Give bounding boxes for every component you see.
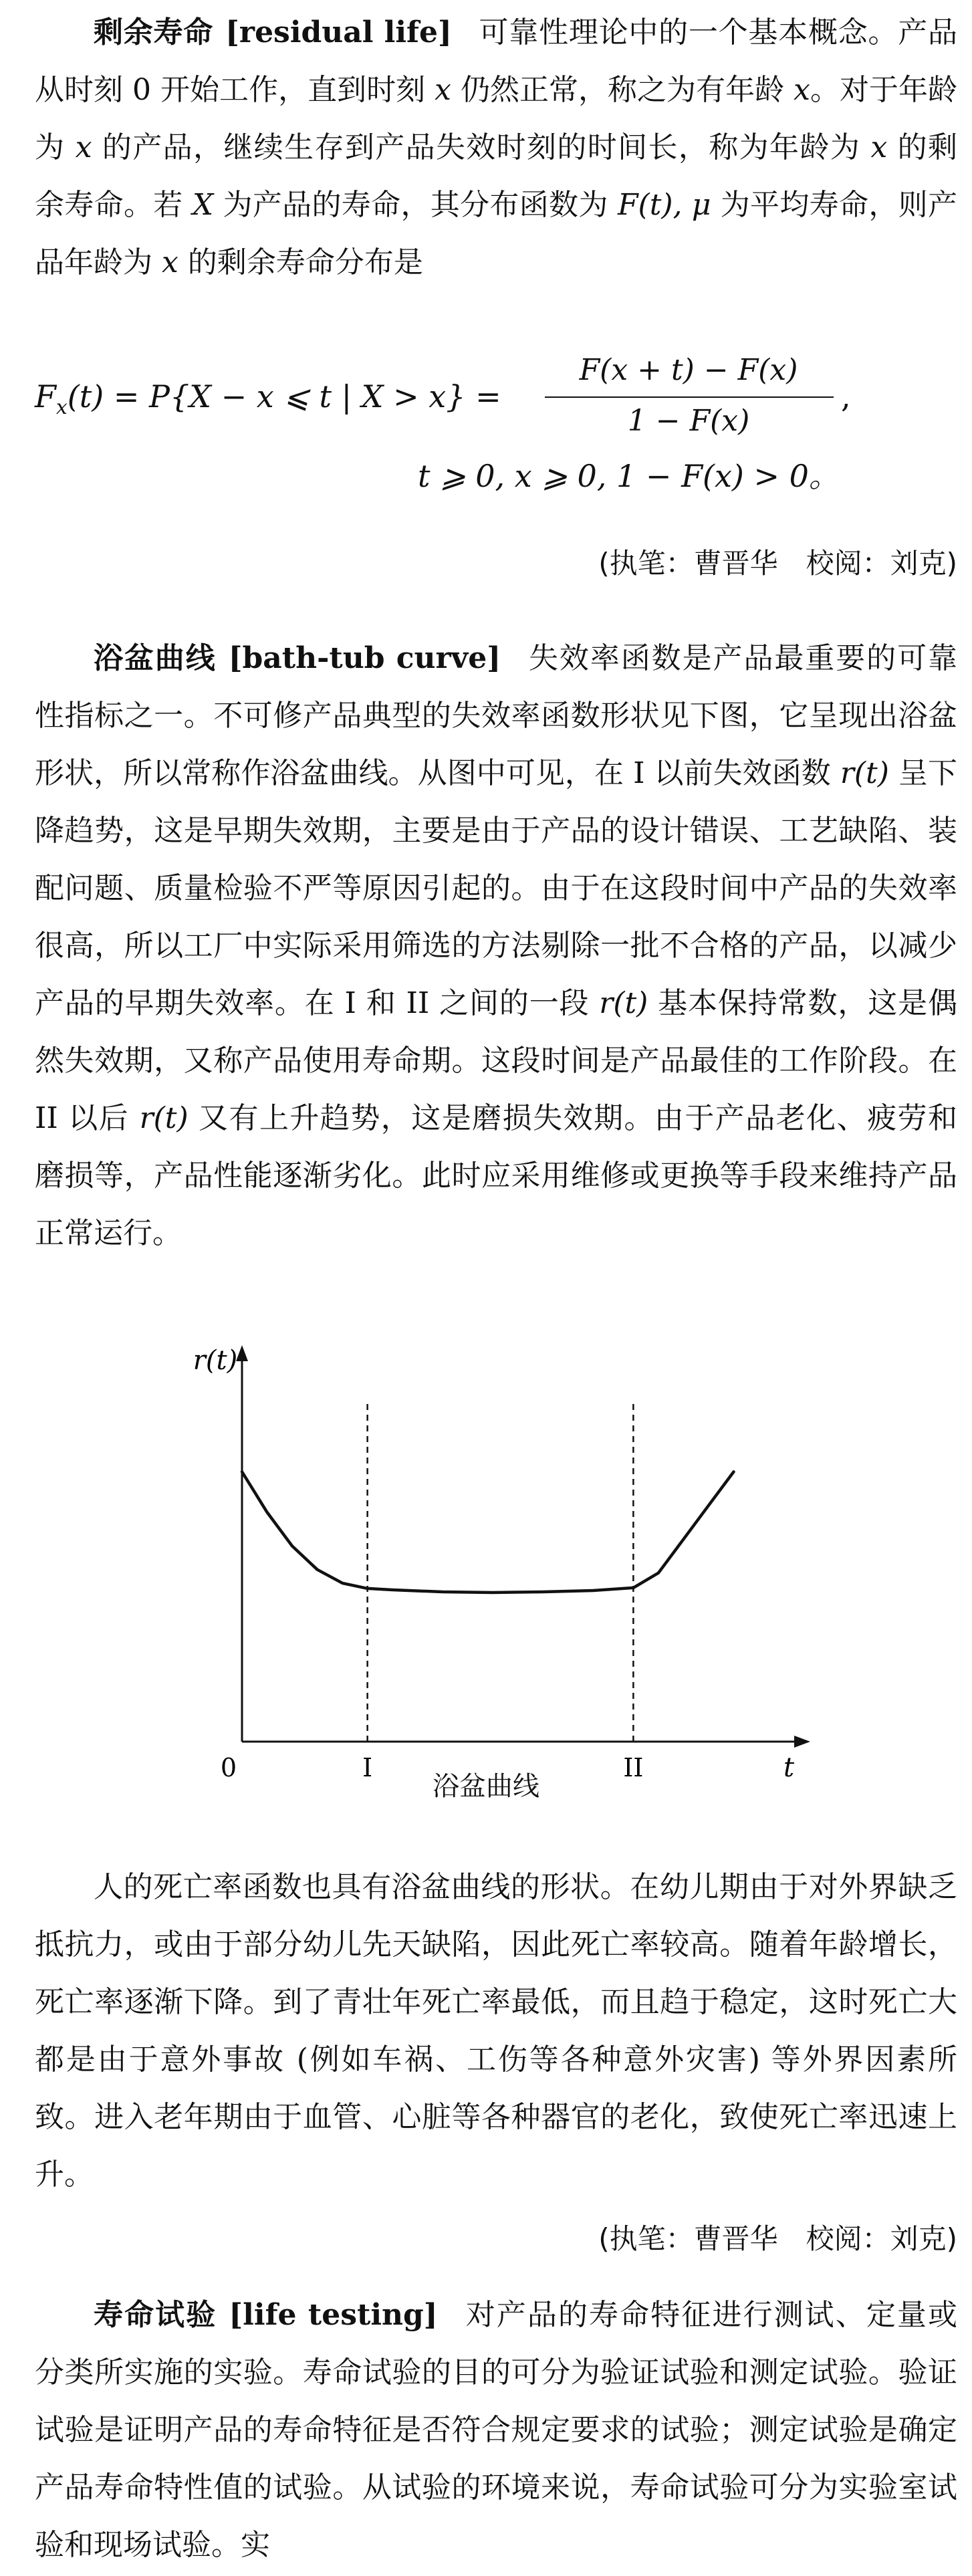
formula-numerator: F(x + t) − F(x) <box>579 353 798 387</box>
body-text: 对产品的寿命特征进行测试、定量或分类所实施的实验。寿命试验的目的可分为验证试验和测定试验。验证试验是证明产品的寿命特征是否符合规定要求的试验；测定试验是确定产品寿命特性值的试验。从试验的环境来说，寿命试验可分为实验室试验和现场试验。实 <box>35 2298 957 2562</box>
entry-english-term: [residual life] <box>225 15 452 49</box>
math-var: r(t) <box>840 756 889 790</box>
body-text: 仍然正常，称之为有年龄 <box>451 73 794 107</box>
body-text: 为平均寿命，则产品年龄为 <box>35 188 957 279</box>
math-var: F(t), μ <box>618 188 711 222</box>
entry-english-term: [bath-tub curve] <box>228 641 501 675</box>
formula-comma: , <box>841 378 851 415</box>
entry-residual-life <box>35 4 957 291</box>
body-text: 基本保持常数，这是偶然失效期，又称产品使用寿命期。这段时间是产品最佳的工作阶段。在 II 以后 <box>35 986 957 1135</box>
entry-english-term: [life testing] <box>229 2298 438 2332</box>
formula-lhs: $F_x(t) = P\{X - x$ ⩽ t | X > x} = <box>35 378 501 420</box>
entry-term: 寿命试验 <box>94 2298 217 2332</box>
entry-life-testing <box>35 2287 957 2574</box>
body-text: 。对于年龄为 <box>35 73 957 164</box>
body-text: 为产品的寿命，其分布函数为 <box>213 188 618 222</box>
author-credit: (执笔：曹晋华 校阅：刘克) <box>598 547 957 580</box>
body-text: 又有上升趋势，这是磨损失效期。由于产品老化、疲劳和磨损等，产品性能逐渐劣化。此时应采用维修或更换等手段来维持产品正常运行。 <box>35 1101 958 1250</box>
entry-term: 剩余寿命 <box>94 15 214 49</box>
x-marker-label: I <box>362 1753 373 1782</box>
math-var: x <box>435 73 451 107</box>
chart-caption: 浴盆曲线 <box>433 1771 539 1802</box>
body-text: 的剩余寿命分布是 <box>178 245 423 279</box>
bathtub-paragraph-2: 人的死亡率函数也具有浴盆曲线的形状。在幼儿期由于对外界缺乏抵抗力，或由于部分幼儿先天缺陷，因此死亡率较高。随着年龄增长，死亡率逐渐下降。到了青壮年死亡率最低，而且趋于稳定，这时死亡大都是由于意外事故 (例如车祸、工伤等各种意外灾害) 等外界因素所致。进入老年期由于血管、心脏等各种器官的老化，致使死亡率迅速上升。 <box>35 1870 957 2192</box>
body-text: 可靠性理论中的一个基本概念。产品从时刻 0 开始工作，直到时刻 <box>35 15 958 107</box>
math-var: r(t) <box>599 986 648 1020</box>
entry-term: 浴盆曲线 <box>94 641 217 675</box>
formula-condition: t ⩾ 0, x ⩾ 0, 1 − F(x) > 0。 <box>418 458 840 494</box>
failure-rate-curve <box>242 1472 734 1593</box>
math-var: x <box>794 73 810 107</box>
body-text: 失效率函数是产品最重要的可靠性指标之一。不可修产品典型的失效率函数形状见下图，它呈现出浴盆形状，所以常称作浴盆曲线。从图中可见，在 I 以前失效函数 <box>35 641 957 790</box>
y-axis-arrow <box>236 1345 248 1361</box>
formula-denominator: 1 − F(x) <box>627 404 750 438</box>
x-axis-arrow <box>794 1736 810 1748</box>
origin-label: 0 <box>220 1753 237 1782</box>
math-var: x <box>162 245 178 279</box>
y-axis-label: r(t) <box>193 1345 238 1376</box>
math-var: x <box>870 130 888 164</box>
x-marker-label: II <box>623 1753 644 1782</box>
math-var: x <box>75 130 92 164</box>
math-var: r(t) <box>139 1101 189 1135</box>
body-text: 呈下降趋势，这是早期失效期，主要是由于产品的设计错误、工艺缺陷、装配问题、质量检验不严等原因引起的。由于在这段时间中产品的失效率很高，所以工厂中实际采用筛选的方法剔除一批不合格的产品，以减少产品的早期失效率。在 I 和 II 之间的一段 <box>35 756 957 1020</box>
bathtub-chart <box>0 1330 972 1839</box>
entry-bathtub-curve <box>35 630 957 1262</box>
fraction-bar <box>545 396 834 398</box>
x-axis-label: t <box>783 1752 795 1783</box>
body-text: 的剩余寿命。若 <box>35 130 957 222</box>
author-credit: (执笔：曹晋华 校阅：刘克) <box>598 2222 957 2255</box>
body-text: 的产品，继续生存到产品失效时刻的时间长，称为年龄为 <box>92 130 871 164</box>
math-var: X <box>192 188 214 222</box>
